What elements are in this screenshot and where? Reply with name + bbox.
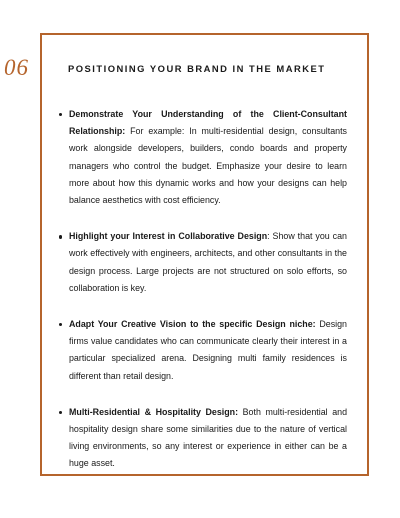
bullet-icon (59, 113, 62, 116)
list-item-lead: Multi-Residential & Hospitality Design: (69, 406, 239, 417)
list-item-body: Design firms value candidates who can communicate clearly their interest in a particular specialized arena. Designing multi family residences is different than retail design. (69, 319, 347, 381)
list-item (57, 228, 347, 297)
list-item-text (69, 228, 347, 297)
list-item-body: : Show that you can work effectively with engineers, architects, and other consultants in the design process. Large projects are not structured on solo efforts, so collaboration is key. (69, 231, 347, 293)
bullet-icon (59, 323, 62, 326)
bullet-icon (59, 235, 62, 238)
list-item-text (69, 316, 347, 385)
list-item-lead: Adapt Your Creative Vision to the specific Design niche: (69, 319, 316, 330)
bullet-list (57, 106, 347, 492)
list-item (57, 404, 347, 473)
section-heading: POSITIONING YOUR BRAND IN THE MARKET (68, 63, 326, 74)
list-item (57, 106, 347, 209)
bullet-icon (59, 411, 62, 414)
section-number: 06 (4, 55, 32, 81)
list-item-body: For example: In multi-residential design, consultants work alongside developers, builders, condo boards and property managers who control the budget. Emphasize your desire to learn more about how this dynamic works and how your designs can help balance aesthetics with cost efficiency. (69, 126, 347, 206)
list-item-lead: Highlight your Interest in Collaborative Design (69, 231, 268, 242)
list-item (57, 316, 347, 385)
list-item-text (69, 404, 347, 473)
list-item-lead: Demonstrate Your Understanding of the Client-Consultant Relationship: (69, 109, 347, 137)
list-item-text (69, 106, 347, 209)
list-item-body: Both multi-residential and hospitality design share some similarities due to the nature of vertical living environments, so any interest or experience in either can be a huge asset. (69, 406, 347, 469)
